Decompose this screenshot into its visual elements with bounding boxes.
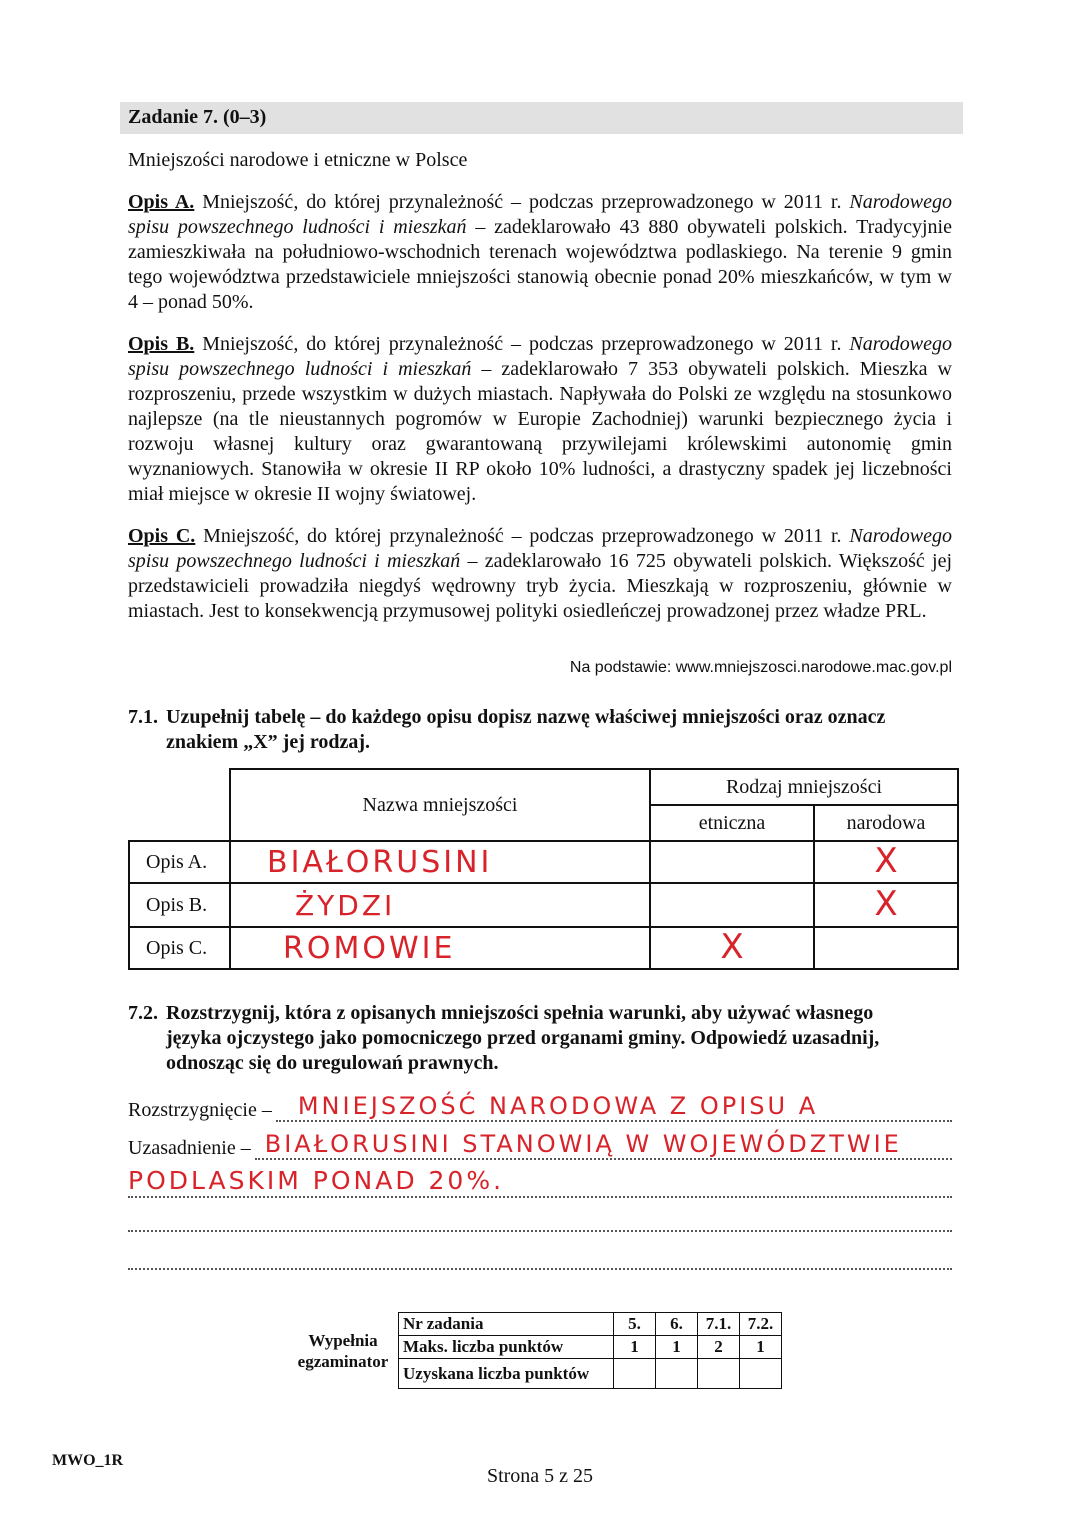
justification-label: Uzasadnienie – [128, 1137, 251, 1159]
col-header-national: narodowa [814, 805, 958, 841]
description-label: Opis C. [128, 525, 196, 547]
handwritten-justification: BIAŁORUSINI STANOWIĄ W WOJEWÓDZTWIE [264, 1130, 902, 1158]
page-number: Strona 5 z 25 [486, 1465, 594, 1487]
justification-line[interactable] [128, 1130, 952, 1160]
task-subtitle: Mniejszości narodowe i etniczne w Polsce [128, 149, 468, 171]
points-input-cell[interactable] [656, 1359, 698, 1389]
task-7-2-instruction [128, 1001, 952, 1076]
description-text: – zadeklarowało 7 353 obywateli polskich. Mieszka w rozproszeniu, przede wszystkim w dużych miastach. Napływała do Polski ze względu na stosunkowo najlepsze (na tle nieustannych pogromów w Europie Zachodniej) warunki bezpiecznego życia i rozwoju własnej kultury oraz gwarantowaną przywilejami królewskimi autonomię gmin wyznaniowych. Stanowiła w okresie II RP około 10% ludności, a drastyczny spadek jej liczebności miał miejsce w okresie II wojny światowej. [128, 358, 952, 505]
table-row [129, 841, 958, 883]
row-task-label: Nr zadania [399, 1313, 614, 1336]
answer-table [128, 768, 959, 970]
row-label: Opis C. [129, 927, 230, 969]
description-italic: Narodowego spisu powszechnego ludności i mieszkań [128, 525, 952, 572]
justification-answer-field[interactable] [255, 1130, 952, 1160]
points-input-cell[interactable] [614, 1359, 656, 1389]
description-text: – zadeklarowało 16 725 obywateli polskich. Większość jej przedstawicieli prowadziła niegdyś wędrowny tryb życia. Mieszkają w rozproszeniu, głównie w miastach. Jest to konsekwencją przymusowej polityki osiedleńczej prowadzonej przez władze PRL. [128, 550, 953, 622]
handwritten-justification-cont: PODLASKIM PONAD 20%. [128, 1166, 505, 1195]
max-points-cell: 2 [698, 1336, 740, 1359]
description-text: Mniejszość, do której przynależność – podczas przeprowadzonego w 2011 r. [195, 525, 850, 547]
description-italic: Narodowego spisu powszechnego ludności i mieszkań [128, 333, 953, 380]
task-number: 7.2. [128, 1002, 158, 1024]
max-points-cell: 1 [614, 1336, 656, 1359]
description-label: Opis B. [128, 333, 195, 355]
table-row [129, 883, 958, 927]
answer-line[interactable] [128, 1204, 952, 1232]
max-points-cell: 1 [656, 1336, 698, 1359]
row-got-label: Uzyskana liczba punktów [399, 1359, 614, 1389]
max-points-cell: 1 [740, 1336, 782, 1359]
task-number: 7.1. [128, 706, 158, 728]
ethnic-cell[interactable] [650, 883, 814, 927]
decision-line[interactable] [128, 1092, 952, 1122]
task-7-1-instruction [128, 705, 952, 755]
points-input-cell[interactable] [698, 1359, 740, 1389]
instruction-line: odnosząc się do uregulowań prawnych. [166, 1052, 499, 1074]
row-max-label: Maks. liczba punktów [399, 1336, 614, 1359]
decision-answer-field[interactable] [276, 1092, 952, 1122]
score-table [288, 1312, 782, 1389]
handwritten-answer: ROMOWIE [283, 930, 456, 966]
table-row [129, 927, 958, 969]
col-header-type: Rodzaj mniejszości [650, 769, 958, 805]
answer-line[interactable] [128, 1242, 952, 1270]
instruction-line: Rozstrzygnij, która z opisanych mniejszości spełnia warunki, aby używać własnego [166, 1002, 874, 1024]
row-label: Opis B. [129, 883, 230, 927]
answer-cell[interactable] [230, 883, 650, 927]
ethnic-cell[interactable] [650, 927, 814, 969]
description-italic: Narodowego spisu powszechnego ludności i mieszkań [128, 191, 953, 238]
task-number-cell: 6. [656, 1313, 698, 1336]
table-corner [129, 769, 230, 841]
x-mark: X [720, 927, 744, 967]
task-number-cell: 7.1. [698, 1313, 740, 1336]
examiner-label: Wypełnia egzaminator [288, 1313, 399, 1389]
handwritten-answer: BIAŁORUSINI [267, 844, 493, 880]
description-text: Mniejszość, do której przynależność – podczas przeprowadzonego w 2011 r. [194, 333, 850, 355]
instruction-line: Uzupełnij tabelę – do każdego opisu dopisz nazwę właściwej mniejszości oraz oznacz [166, 706, 886, 728]
col-header-ethnic: etniczna [650, 805, 814, 841]
description-b [128, 332, 952, 507]
description-c [128, 524, 952, 624]
national-cell[interactable] [814, 841, 958, 883]
answer-cell[interactable] [230, 927, 650, 969]
task-title: Zadanie 7. (0–3) [128, 106, 267, 128]
instruction-line: języka ojczystego jako pomocniczego przed organami gminy. Odpowiedź uzasadnij, [166, 1027, 880, 1049]
x-mark: X [874, 841, 898, 881]
x-mark: X [874, 884, 898, 924]
handwritten-decision: MNIEJSZOŚĆ NARODOWA Z OPISU A [297, 1092, 819, 1120]
points-input-cell[interactable] [740, 1359, 782, 1389]
instruction-line: znakiem „X” jej rodzaj. [166, 731, 371, 753]
task-number-cell: 7.2. [740, 1313, 782, 1336]
source-note: Na podstawie: www.mniejszosci.narodowe.mac.gov.pl [569, 659, 952, 676]
description-text: Mniejszość, do której przynależność – podczas przeprowadzonego w 2011 r. [194, 191, 850, 213]
answer-cell[interactable] [230, 841, 650, 883]
exam-code: MWO_1R [52, 1452, 124, 1469]
national-cell[interactable] [814, 883, 958, 927]
description-label: Opis A. [128, 191, 195, 213]
row-label: Opis A. [129, 841, 230, 883]
national-cell[interactable] [814, 927, 958, 969]
col-header-name: Nazwa mniejszości [230, 769, 650, 841]
decision-label: Rozstrzygnięcie – [128, 1099, 272, 1121]
task-number-cell: 5. [614, 1313, 656, 1336]
ethnic-cell[interactable] [650, 841, 814, 883]
description-text: – zadeklarowało 43 880 obywateli polskich. Tradycyjnie zamieszkiwała na południowo-wschodnich terenach województwa podlaskiego. Na terenie 9 gmin tego województwa przedstawiciele mniejszości stanowią obecnie ponad 20% mieszkańców, w tym w 4 – ponad 50%. [128, 216, 952, 313]
handwritten-answer: ŻYDZI [295, 888, 396, 922]
description-a [128, 190, 952, 315]
answer-line[interactable] [128, 1166, 952, 1198]
